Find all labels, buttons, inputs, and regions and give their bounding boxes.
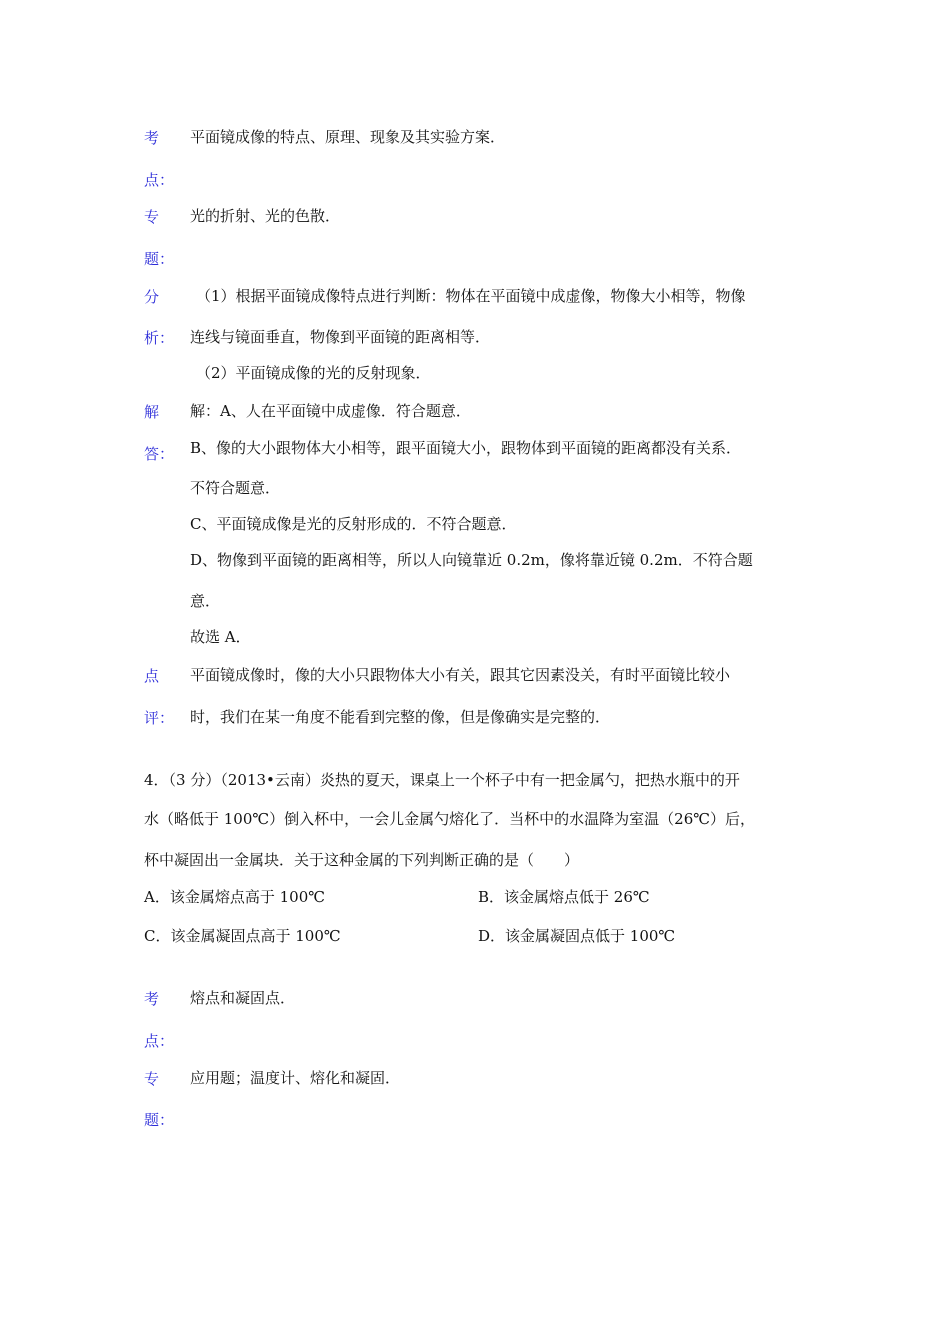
dianping-line-2: 时，我们在某一角度不能看到完整的像，但是像确实是完整的．	[190, 708, 611, 726]
kaodian2-text: 熔点和凝固点．	[190, 989, 296, 1007]
kaodian2-label-top: 考	[144, 990, 160, 1008]
question-4-line-1: 4．（3 分）（2013•云南）炎热的夏天，课桌上一个杯子中有一把金属勺，把热水瓶中的开	[144, 771, 740, 789]
jieda-label-bottom: 答：	[144, 445, 175, 463]
zhuanti-label-bottom: 题：	[144, 250, 175, 268]
jieda-line-1: 解：A、人在平面镜中成虚像．符合题意．	[190, 402, 471, 420]
jieda-line-3: 不符合题意．	[190, 479, 281, 497]
zhuanti-text: 光的折射、光的色散．	[190, 207, 341, 225]
option-d: D．该金属凝固点低于 100℃	[478, 927, 676, 945]
jieda-line-7: 故选 A．	[190, 628, 251, 646]
fenxi-line-2: 连线与镜面垂直，物像到平面镜的距离相等．	[190, 328, 491, 346]
zhuanti-label-top: 专	[144, 208, 160, 226]
dianping-line-1: 平面镜成像时，像的大小只跟物体大小有关，跟其它因素没关，有时平面镜比较小	[190, 666, 731, 684]
kaodian-label-bottom: 点：	[144, 171, 175, 189]
option-b: B．该金属熔点低于 26℃	[478, 888, 650, 906]
zhuanti2-label-top: 专	[144, 1070, 160, 1088]
kaodian2-label-bottom: 点：	[144, 1032, 175, 1050]
question-4-line-3: 杯中凝固出一金属块．关于这种金属的下列判断正确的是（ ）	[144, 851, 580, 869]
zhuanti2-text: 应用题；温度计、熔化和凝固．	[190, 1069, 401, 1087]
option-c: C．该金属凝固点高于 100℃	[144, 927, 341, 945]
jieda-line-5: D、物像到平面镜的距离相等，所以人向镜靠近 0.2m，像将靠近镜 0.2m．不符合题	[190, 551, 753, 569]
jieda-line-2: B、像的大小跟物体大小相等，跟平面镜大小，跟物体到平面镜的距离都没有关系．	[190, 439, 742, 457]
fenxi-label-bottom: 析：	[144, 329, 175, 347]
dianping-label-bottom: 评：	[144, 709, 175, 727]
jieda-line-6: 意．	[190, 592, 221, 610]
jieda-label-top: 解	[144, 403, 160, 421]
fenxi-label-top: 分	[144, 288, 160, 306]
kaodian-text: 平面镜成像的特点、原理、现象及其实验方案．	[190, 128, 506, 146]
dianping-label-top: 点	[144, 667, 160, 685]
jieda-line-4: C、平面镜成像是光的反射形成的．不符合题意．	[190, 515, 517, 533]
question-4-line-2: 水（略低于 100℃）倒入杯中，一会儿金属勺熔化了．当杯中的水温降为室温（26℃）后，	[144, 810, 756, 828]
option-a: A．该金属熔点高于 100℃	[144, 888, 326, 906]
fenxi-line-3: （2）平面镜成像的光的反射现象．	[196, 364, 431, 382]
fenxi-line-1: （1）根据平面镜成像特点进行判断：物体在平面镜中成虚像，物像大小相等，物像	[196, 287, 746, 305]
zhuanti2-label-bottom: 题：	[144, 1111, 175, 1129]
kaodian-label-top: 考	[144, 129, 160, 147]
